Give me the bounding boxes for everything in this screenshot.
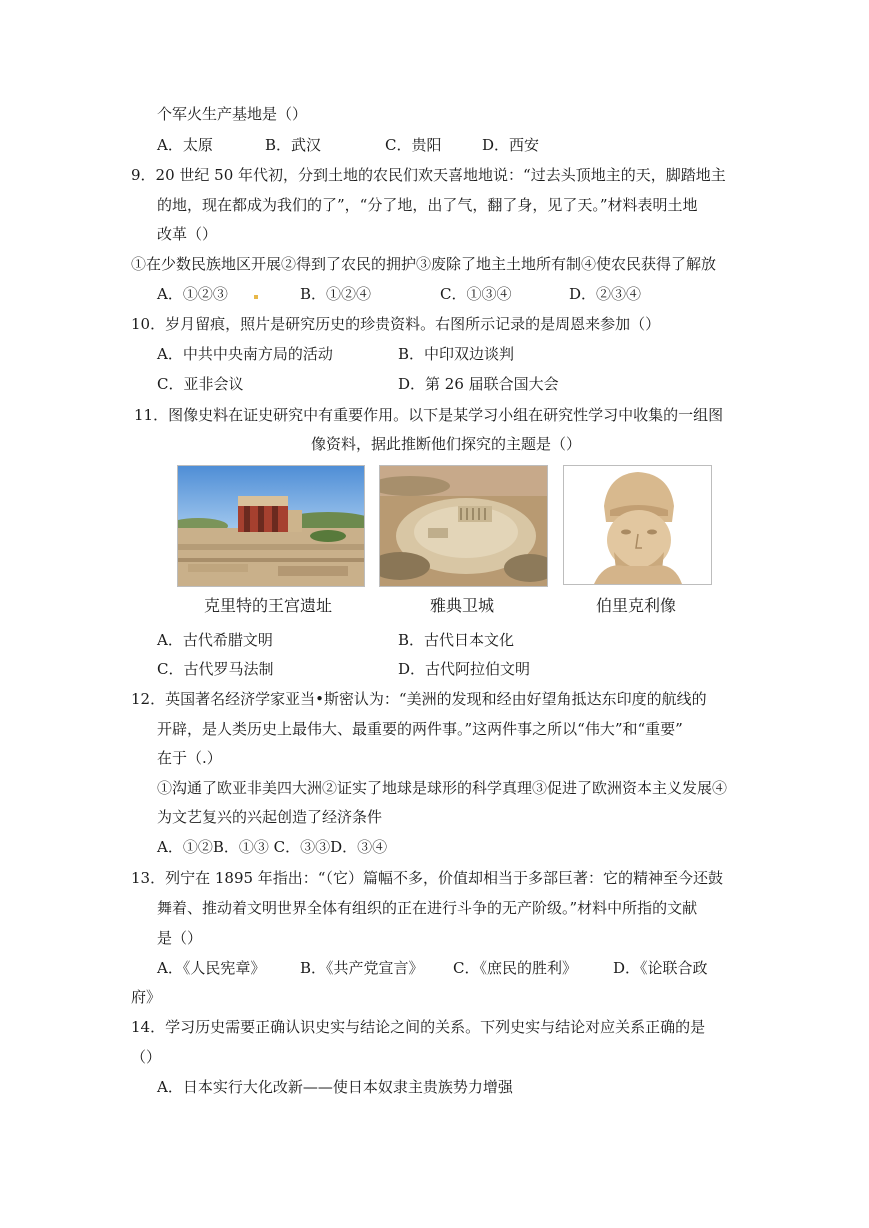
q11-option-a: A．古代希腊文明 (157, 631, 273, 649)
q12-stem-line1: 12．英国著名经济学家亚当•斯密认为：“美洲的发现和经由好望角抵达东印度的航线的 (131, 690, 707, 708)
q11-stem-line2: 像资料，据此推断他们探究的主题是（） (311, 435, 582, 453)
q13-stem-line2: 舞着、推动着文明世界全体有组织的正在进行斗争的无产阶级。”材料中所指的文献 (157, 899, 698, 917)
q10-option-d: D．第 26 届联合国大会 (398, 375, 559, 393)
q9-items: ①在少数民族地区开展②得到了农民的拥护③废除了地主土地所有制④使农民获得了解放 (131, 255, 717, 273)
acropolis-photo (379, 465, 548, 587)
q8-stem-tail: 个军火生产基地是（） (157, 105, 308, 123)
knossos-palace-photo (177, 465, 365, 587)
q9-option-a: A．①②③ (157, 285, 228, 303)
q11-option-b: B．古代日本文化 (398, 631, 515, 649)
q13-stem-line1: 13．列宁在 1895 年指出：“（它）篇幅不多，价值却相当于多部巨著：它的精神至今还鼓 (131, 869, 723, 887)
q13-option-d-wrap: 府》 (131, 988, 162, 1006)
q9-stem-line2: 的地，现在都成为我们的了”，“分了地，出了气，翻了身，见了天。”材料表明土地 (157, 196, 698, 214)
q13-option-b: B．《共产党宣言》 (300, 959, 424, 977)
q11-option-d: D．古代阿拉伯文明 (398, 660, 531, 678)
caption-acropolis: 雅典卫城 (429, 596, 494, 615)
q13-option-d: D．《论联合政 (613, 959, 708, 977)
q13-stem-line3: 是（） (157, 929, 203, 947)
q11-option-c: C．古代罗马法制 (157, 660, 274, 678)
q8-option-c: C．贵阳 (385, 136, 442, 154)
q8-option-b: B．武汉 (265, 136, 322, 154)
stray-mark (254, 295, 258, 299)
q13-option-a: A．《人民宪章》 (157, 959, 266, 977)
q12-stem-line3: 在于（.） (157, 749, 222, 767)
pericles-bust-photo (563, 465, 712, 585)
q10-option-b: B．中印双边谈判 (398, 345, 515, 363)
q14-stem-line2: （） (131, 1048, 162, 1066)
q10-option-c: C．亚非会议 (157, 375, 244, 393)
q12-items-line2: 为文艺复兴的兴起创造了经济条件 (157, 808, 383, 826)
q9-option-b: B．①②④ (300, 285, 372, 303)
q13-option-c: C．《庶民的胜利》 (453, 959, 577, 977)
caption-knossos: 克里特的王宫遗址 (203, 596, 332, 615)
q9-stem-line3: 改革（） (157, 225, 218, 243)
q14-option-a: A．日本实行大化改新——使日本奴隶主贵族势力增强 (157, 1078, 513, 1096)
q12-stem-line2: 开辟，是人类历史上最伟大、最重要的两件事。”这两件事之所以“伟大”和“重要” (157, 720, 683, 738)
q8-option-a: A．太原 (157, 136, 213, 154)
q12-items-line1: ①沟通了欧亚非美四大洲②证实了地球是球形的科学真理③促进了欧洲资本主义发展④ (157, 779, 728, 797)
q9-option-c: C．①③④ (440, 285, 512, 303)
q11-stem-line1: 11．图像史料在证史研究中有重要作用。以下是某学习小组在研究性学习中收集的一组图 (134, 406, 724, 424)
q9-stem-line1: 9．20 世纪 50 年代初，分到土地的农民们欢天喜地地说：“过去头顶地主的天，脚踏地主 (131, 166, 726, 184)
q9-option-d: D．②③④ (569, 285, 642, 303)
caption-pericles: 伯里克利像 (595, 596, 676, 615)
q10-option-a: A．中共中央南方局的活动 (157, 345, 333, 363)
q10-stem: 10．岁月留痕，照片是研究历史的珍贵资料。右图所示记录的是周恩来参加（） (131, 315, 661, 333)
q8-option-d: D．西安 (482, 136, 540, 154)
q12-options: A．①②B．①③ C．③③D．③④ (157, 838, 388, 856)
q14-stem-line1: 14．学习历史需要正确认识史实与结论之间的关系。下列史实与结论对应关系正确的是 (131, 1018, 706, 1036)
